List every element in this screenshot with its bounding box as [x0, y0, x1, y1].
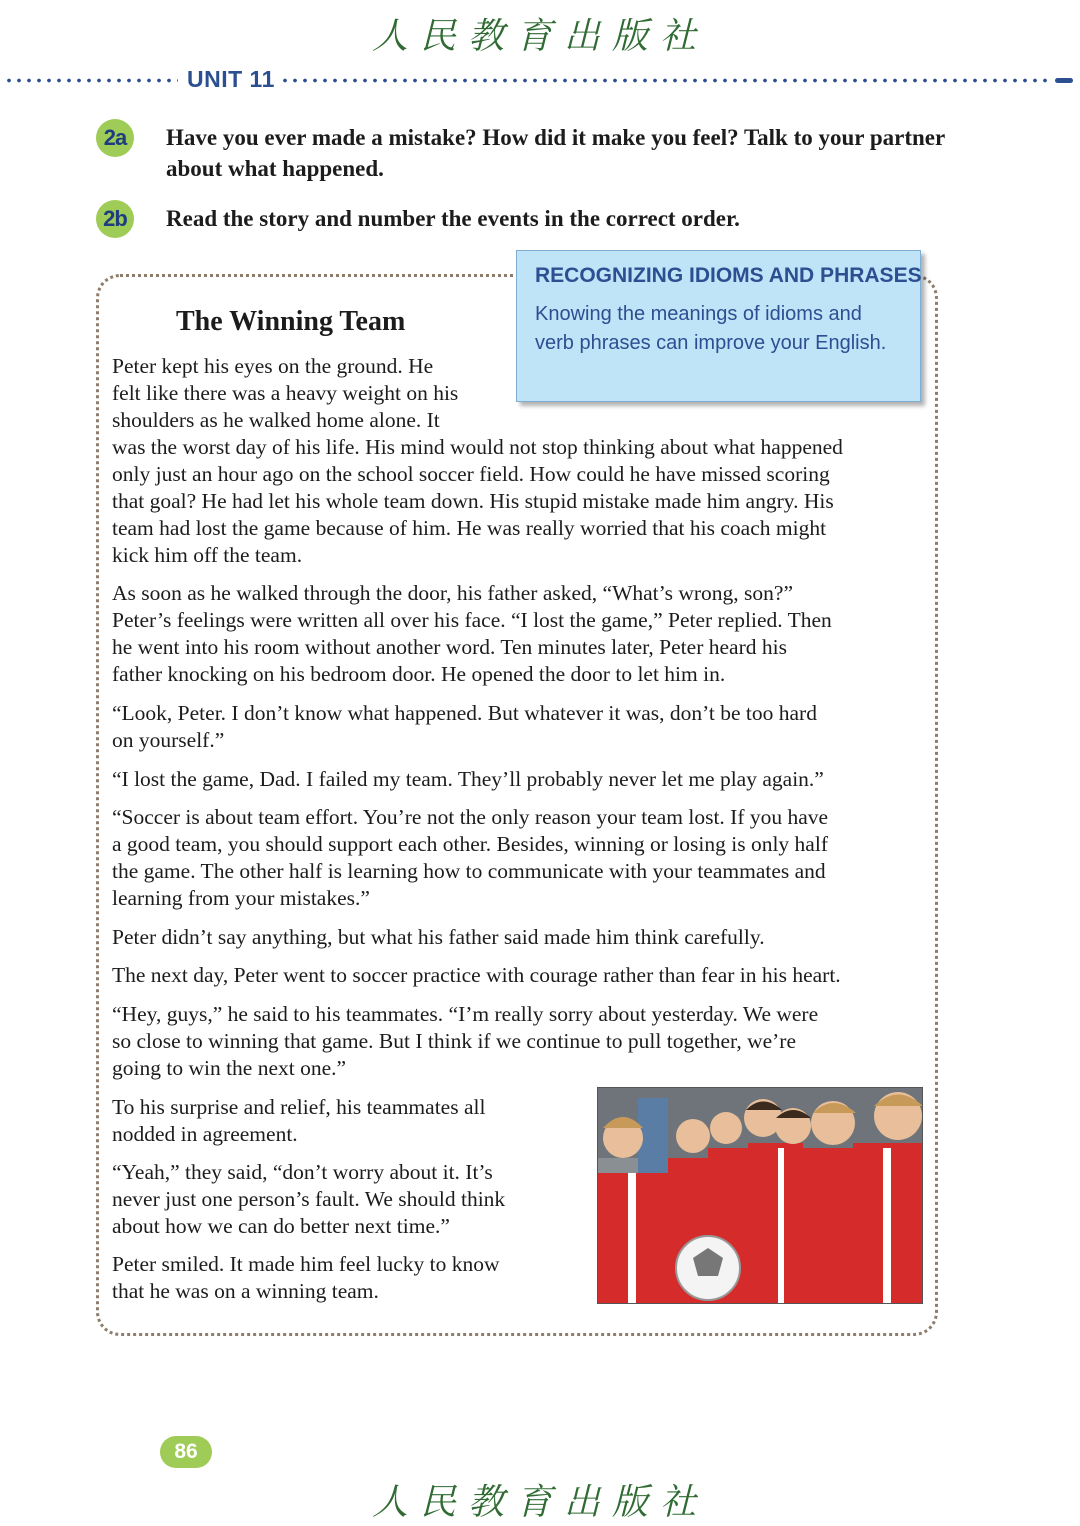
story-paragraph-10: “Yeah,” they said, “don’t worry about it. It’s never just one person’s fault. We should think about how we can do better next time.” — [112, 1160, 506, 1238]
publisher-footer: 人民教育出版社 — [371, 1482, 708, 1523]
page-number: 86 — [160, 1436, 212, 1468]
exercise-2a-instruction: Have you ever made a mistake? How did it make you feel? Talk to your partner about what happened. — [166, 125, 945, 181]
story-paragraph-3: “Look, Peter. I don’t know what happened. But whatever it was, don’t be too hard on yourself.” — [112, 701, 817, 752]
exercise-2b-instruction: Read the story and number the events in the correct order. — [166, 206, 740, 231]
exercise-2b-badge: 2b — [96, 200, 134, 238]
idiom-tip-title: RECOGNIZING IDIOMS AND PHRASES — [535, 264, 922, 287]
soccer-team-photo — [597, 1087, 923, 1304]
unit-title: UNIT 11 — [187, 66, 275, 92]
dotted-rule-left — [4, 78, 178, 83]
soccer-team-illustration — [598, 1088, 923, 1304]
story-paragraph-1: Peter kept his eyes on the ground. He felt like there was a heavy weight on his shoulders as he walked home alone. It was the worst day of his life. His mind would not stop thinking about what happened only just an hour ago on the school soccer field. How could he have missed scoring that goal? He had let his whole team down. His stupid mistake made him angry. His team had lost the game because of him. He was really worried that his coach might kick him off the team. — [112, 354, 843, 567]
exercise-2a-badge: 2a — [96, 119, 134, 157]
publisher-header: 人民教育出版社 — [371, 16, 708, 57]
rule-end-dash — [1055, 78, 1073, 83]
story-paragraph-8: “Hey, guys,” he said to his teammates. “I’m really sorry about yesterday. We were so close to winning that game. But I think if we continue to pull together, we’re going to win the next one.” — [112, 1002, 819, 1080]
story-paragraph-4: “I lost the game, Dad. I failed my team. They’ll probably never let me play again.” — [112, 767, 824, 791]
story-paragraph-2: As soon as he walked through the door, his father asked, “What’s wrong, son?” Peter’s feelings were written all over his face. “I lost the game,” Peter replied. Then he went into his room without another word. Ten minutes later, Peter heard his father knocking on his bedroom door. He opened the door to let him in. — [112, 581, 832, 686]
idiom-tip-text: Knowing the meanings of idioms and verb phrases can improve your English. — [535, 303, 887, 354]
unit-header — [0, 66, 1080, 96]
story-title: The Winning Team — [176, 306, 406, 337]
story-paragraph-6: Peter didn’t say anything, but what his father said made him think carefully. — [112, 925, 765, 949]
dotted-rule-right — [280, 78, 1052, 83]
story-paragraph-11: Peter smiled. It made him feel lucky to know that he was on a winning team. — [112, 1252, 500, 1303]
story-paragraph-7: The next day, Peter went to soccer practice with courage rather than fear in his heart. — [112, 963, 841, 987]
story-paragraph-5: “Soccer is about team effort. You’re not the only reason your team lost. If you have a good team, you should support each other. Besides, winning or losing is only half the game. The other half is learning how to communicate with your teammates and learning from your mistakes.” — [112, 805, 829, 910]
story-paragraph-9: To his surprise and relief, his teammates all nodded in agreement. — [112, 1095, 486, 1146]
